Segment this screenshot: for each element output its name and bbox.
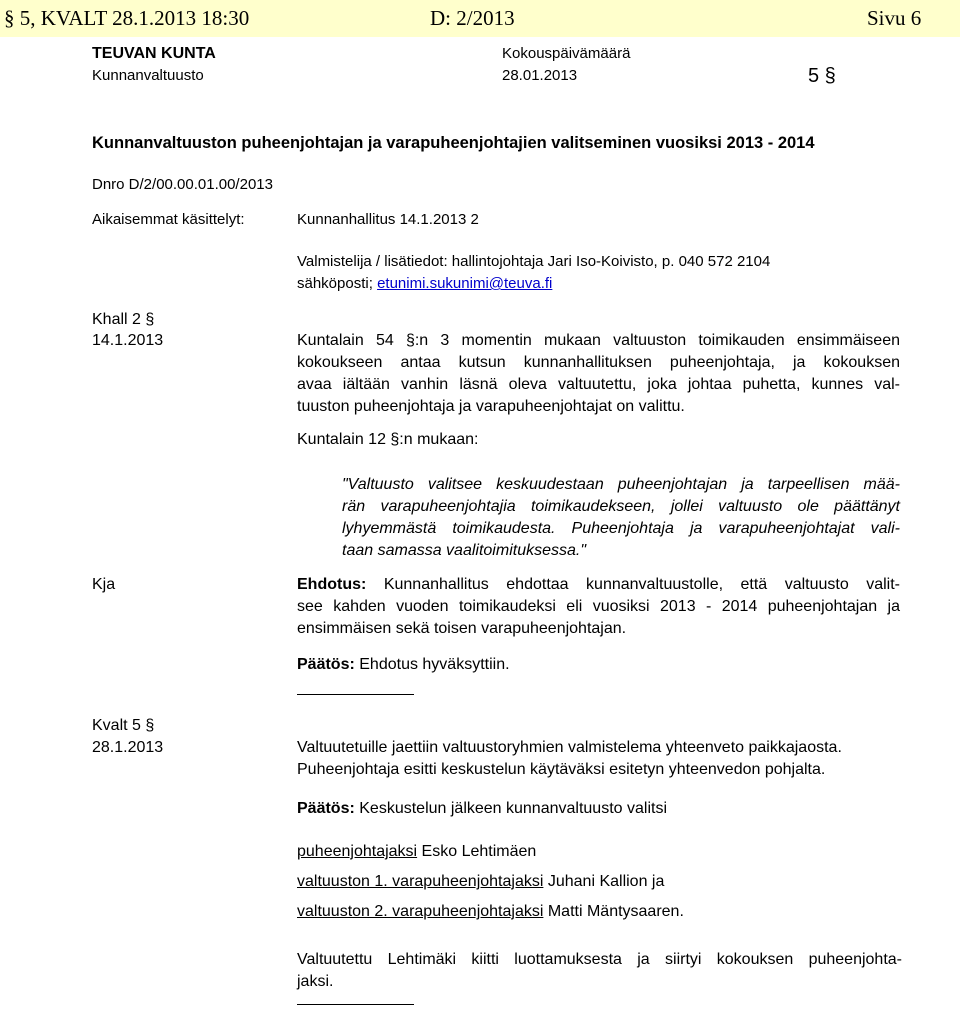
proposal-label: Ehdotus: (297, 576, 367, 593)
law-quote (342, 474, 900, 562)
vice1-role: valtuuston 1. varapuheenjohtajaksi (297, 873, 544, 890)
kvalt-paragraph (297, 737, 907, 781)
law-reference: Kuntalain 12 §:n mukaan: (297, 431, 479, 448)
quote-line: "Valtuusto valitsee keskuudestaan puheenjohtajan ja tarpeellisen mää- (342, 476, 900, 493)
divider-line (297, 694, 414, 695)
meeting-date: 28.01.2013 (502, 67, 578, 84)
paragraph-line: kokoukseen antaa kutsun kunnanhallituksen puheenjohtaja, ja kokouksen (297, 354, 900, 371)
quote-line: taan samassa vaalitoimituksessa." (342, 542, 587, 559)
paragraph-line: jaksi. (297, 973, 334, 990)
kvalt-label: Kvalt 5 § (92, 717, 155, 734)
vice1-election (297, 872, 664, 892)
khall-date: 14.1.2013 (92, 332, 164, 349)
vice2-name: Matti Mäntysaaren. (547, 903, 684, 920)
organ-name: Kunnanvaltuusto (92, 67, 204, 84)
header-section-ref: § 5, KVALT 28.1.2013 18:30 (4, 6, 250, 30)
page-header-bar (0, 0, 960, 37)
chair-role: puheenjohtajaksi (297, 843, 418, 860)
chair-election (297, 842, 536, 862)
decision-label: Päätös: (297, 800, 355, 817)
previous-handling-label: Aikaisemmat käsittelyt: (92, 211, 245, 228)
decision-text: Keskustelun jälkeen kunnanvaltuusto valitsi (359, 800, 667, 817)
header-page-number: Sivu 6 (867, 6, 922, 30)
section-number: 5 § (808, 65, 836, 87)
divider-line (297, 1004, 414, 1005)
page-title: Kunnanvaltuuston puheenjohtajan ja varapuheenjohtajien valitseminen vuosiksi 2013 - 2014 (92, 134, 815, 152)
previous-handling-value: Kunnanhallitus 14.1.2013 2 (297, 211, 479, 228)
vice1-name: Juhani Kallion ja (547, 873, 665, 890)
proposal-line: ensimmäisen sekä toisen varapuheenjohtajan. (297, 620, 627, 637)
header-document-ref: D: 2/2013 (430, 6, 515, 30)
email-label: sähköposti; (297, 275, 373, 292)
decision-text: Ehdotus hyväksyttiin. (359, 656, 510, 673)
kja-decision (297, 655, 510, 675)
quote-line: rän varapuheenjohtajia toimikaudekseen, jollei valtuusto ole päättänyt (342, 498, 900, 515)
kvalt-date: 28.1.2013 (92, 739, 164, 756)
chair-name: Esko Lehtimäen (421, 843, 537, 860)
decision-label: Päätös: (297, 656, 355, 673)
paragraph-line: avaa iältään vanhin läsnä oleva valtuutettu, joka johtaa puhetta, kunnes val- (297, 376, 900, 393)
quote-line: lyhyemmästä toimikaudesta. Puheenjohtaja ja varapuheenjohtajat vali- (342, 520, 900, 537)
paragraph-line: Kuntalain 54 §:n 3 momentin mukaan valtuuston toimikauden ensimmäiseen (297, 332, 900, 349)
organization-name: TEUVAN KUNTA (92, 45, 216, 62)
khall-label: Khall 2 § (92, 311, 155, 328)
khall-paragraph (297, 330, 900, 418)
paragraph-line: Puheenjohtaja esitti keskustelun käytäväksi esitetyn yhteenvedon pohjalta. (297, 761, 826, 778)
vice2-role: valtuuston 2. varapuheenjohtajaksi (297, 903, 544, 920)
paragraph-line: tuuston puheenjohtaja ja varapuheenjohtajat on valittu. (297, 398, 685, 415)
meeting-date-label: Kokouspäivämäärä (502, 45, 631, 62)
kja-label: Kja (92, 576, 116, 593)
thanks-paragraph (297, 949, 902, 993)
proposal-line: Ehdotus: Kunnanhallitus ehdottaa kunnanvaltuustolle, että valtuusto valit- (297, 576, 901, 593)
proposal-line: see kahden vuoden toimikaudeksi eli vuosiksi 2013 - 2014 puheenjohtajan ja (297, 598, 900, 615)
paragraph-line: Valtuutettu Lehtimäki kiitti luottamuksesta ja siirtyi kokouksen puheenjohta- (297, 951, 902, 968)
email-link[interactable]: etunimi.sukunimi@teuva.fi (377, 275, 553, 292)
paragraph-line: Valtuutetuille jaettiin valtuustoryhmien valmistelema yhteenveto paikkajaosta. (297, 739, 842, 756)
email-line (297, 274, 552, 294)
kvalt-decision (297, 799, 667, 819)
vice2-election (297, 902, 684, 922)
record-number: Dnro D/2/00.00.01.00/2013 (92, 176, 273, 193)
proposal-paragraph (297, 574, 900, 640)
preparer-info: Valmistelija / lisätiedot: hallintojohtaja Jari Iso-Koivisto, p. 040 572 2104 (297, 253, 771, 270)
